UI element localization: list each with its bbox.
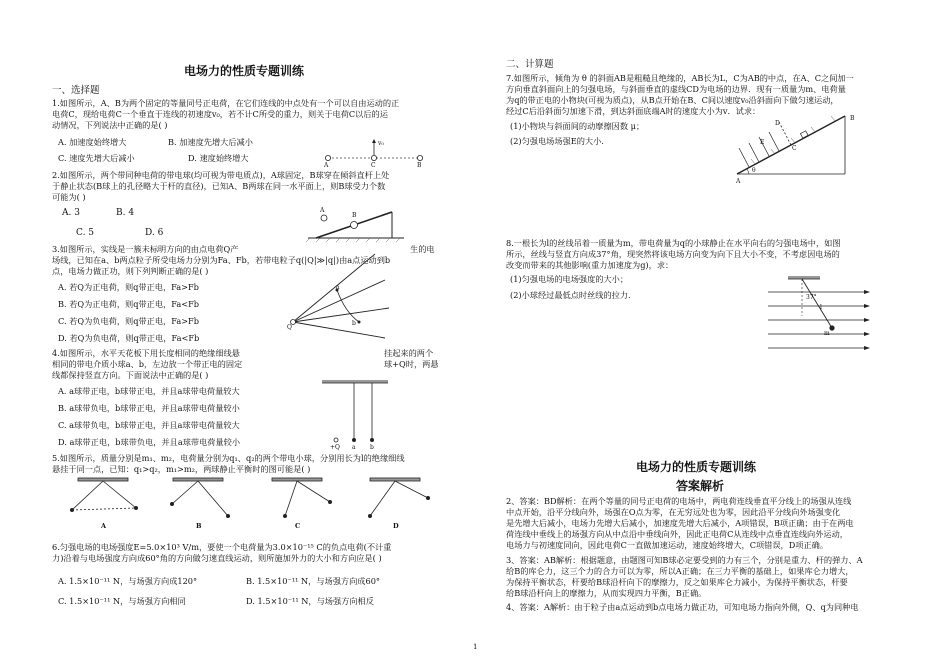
q3-option: B. 若Q为正电荷，则q带正电，Fa<Fb (58, 299, 200, 309)
q7-line: 7.如图所示，倾角为 θ 的斜面AB是粗糙且绝缘的，AB长为L，C为AB的中点，在A、C之间加一 (506, 73, 854, 83)
answer-line: 中点开始，沿平分线向外，场强在O点为零，在无穷远处也为零，因此沿平分线向外场强变化 (506, 507, 841, 517)
q1-line: 动情况，下列说法中正确的是( ) (52, 120, 168, 130)
answer-line: 是先增大后减小，电场力先增大后减小，加速度先增大后减小，A项错误，B项正确；由于在两电 (506, 518, 854, 528)
q4-option: B. a球带负电，b球带正电，并且a球带电荷量较小 (58, 403, 240, 413)
q3-option: D. 若Q为负电荷，则q带正电，Fa<Fb (58, 333, 200, 343)
q5-option-label: D (393, 522, 399, 530)
q3-option: C. 若Q为负电荷，则q带正电，Fa>Fb (58, 316, 199, 326)
q1-line: 电荷C，现给电荷C一个垂直于连线的初速度v₀，若不计C所受的重力，则关于电荷C以后的运 (52, 109, 388, 119)
q4-line: 球+Q时，两悬 (384, 359, 439, 369)
q1-fig-label-a: A (324, 162, 329, 169)
q4-line: 4.如图所示，水平天花板下用长度相同的绝缘细线悬 (52, 348, 240, 358)
answer-line: 为保持平衡状态，杆要给B球沿杆向下的摩擦力，反之如果库仑力减小，为保持平衡状态，杆要 (506, 577, 848, 587)
q5-line: 5.如图所示，质量分别是m₁、m₂，电荷量分别为q₁、q₂的两个带电小球，分别用长为l的绝缘细线 (52, 453, 405, 463)
q6-line: 力)沿着与电场强度方向成60°角的方向做匀速直线运动，则所施加外力的大小和方向应是( ) (52, 553, 382, 563)
q5-option-label: C (295, 522, 301, 530)
q7-part: (1)小物块与斜面间的动摩擦因数 μ； (510, 121, 645, 131)
q3-line: 生的电 (410, 244, 435, 254)
q4-fig-label-b: b (370, 444, 374, 451)
q7-fig-label-d: D (775, 120, 780, 127)
q3-fig-label-q: Q (287, 324, 292, 331)
q4-fig-label-q: +Q (330, 444, 340, 451)
answer-line: 2、答案：BD解析：在两个等量的同号正电荷的电场中，两电荷连线垂直平分线上的场强从连线 (506, 496, 852, 506)
q3-fig-label-b: b (352, 320, 356, 327)
answer-line: 电场力与初速度同向，因此电荷C一直做加速运动，速度始终增大，C项错误，D项正确。 (506, 540, 829, 550)
q8-figure (766, 276, 876, 358)
q3-fig-label-a: a (336, 284, 340, 291)
q2-line: 可能为( ) (52, 192, 86, 202)
q4-option: D. a球带正电，b球带负电，并且a球带电荷量较小 (58, 437, 241, 447)
q6-option: C. 1.5×10⁻¹¹ N，与场强方向相同 (58, 596, 186, 606)
q8-part: (2)小球经过最低点时丝线的拉力. (510, 290, 631, 300)
q2-option: A. 3 (62, 208, 80, 218)
q8-line: 改变而带来的其他影响(重力加速度为g)，求： (506, 260, 674, 270)
q5-option-label: B (196, 522, 202, 530)
q6-option: D. 1.5×10⁻¹¹ N，与场强方向相反 (246, 596, 374, 606)
q6-line: 6.匀强电场的电场强度E=5.0×10³ V/m，要使一个电荷量为3.0×10⁻¹⁵ C的负点电荷(不计重 (52, 542, 392, 552)
q2-option: B. 4 (116, 208, 135, 218)
q4-figure (320, 380, 390, 448)
q4-fig-label-a: a (352, 444, 356, 451)
answer-line: 3、答案：AB解析：根据题意，由题图可知B球必定要受到的力有三个，分别是重力、杆的弹力、A (506, 555, 863, 565)
q8-fig-label-m: m (824, 330, 830, 337)
page-title: 电场力的性质专题训练 (184, 64, 305, 78)
q2-fig-label-b: B (352, 212, 357, 219)
q1-option: D. 速度始终增大 (188, 153, 249, 163)
q7-line: 为q的带正电的小物块(可视为质点)，从B点开始在B、C间以速度v₀沿斜面向下做匀速运动， (506, 95, 839, 105)
q1-option: C. 速度先增大后减小 (58, 153, 135, 163)
q2-option: C. 5 (76, 228, 95, 238)
q7-fig-label-b: B (850, 115, 855, 122)
q8-fig-label-angle: 37° (806, 294, 817, 301)
q5-figures (60, 476, 440, 532)
q6-option: A. 1.5×10⁻¹¹ N，与场强方向成120° (58, 576, 198, 586)
answer-title: 电场力的性质专题训练 (636, 460, 757, 474)
q2-fig-label-a: A (320, 207, 325, 214)
q8-line: 所示，丝线与竖直方向成37°角，现突然将该电场方向变为向下且大小不变，不考虑因电场的 (506, 249, 840, 259)
q7-fig-label-theta: θ (752, 167, 756, 174)
section-choice-heading: 一、选择题 (52, 85, 100, 96)
q4-option: A. a球带正电，b球带正电，并且a球带电荷量较大 (58, 386, 240, 396)
answer-subtitle: 答案解析 (676, 479, 725, 493)
q8-part: (1)匀强电场的电场强度的大小； (510, 274, 629, 284)
q3-line: 场线，已知在a、b两点粒子所受电场力分别为Fa、Fb，若带电粒子q(|Q|≫|q|)由a点运动到b (52, 255, 391, 265)
q8-line: 8.一根长为l的丝线吊着一质量为m，带电荷量为q的小球静止在水平向右的匀强电场中，如图 (506, 238, 841, 248)
answer-line: 4、答案：A解析：由于粒子由a点运动到b点电场力做正功，可知电场力指向外侧，Q、q为同种电 (506, 602, 859, 612)
q4-line: 线都保持竖直方向。下面说法中正确的是( ) (52, 370, 209, 380)
q8-fig-label-l: l (820, 304, 822, 311)
q1-option: A. 加速度始终增大 (58, 137, 127, 147)
q7-part: (2)匀强电场场强E的大小. (510, 136, 604, 146)
q7-line: 方向垂直斜面向上的匀强电场，与斜面垂直的虚线CD为电场的边界．现有一质量为m、电荷量 (506, 84, 846, 94)
q7-fig-label-a: A (736, 178, 741, 185)
q3-line: 3.如图所示，实线是一簇未标明方向的由点电荷Q产 (52, 244, 239, 254)
q1-fig-label-v0: v₀ (378, 140, 384, 147)
answer-line: 给B球沿杆向上的摩擦力，从而实现四力平衡，B正确。 (506, 588, 707, 598)
q5-line: 悬挂于同一点，已知：q₁>q₂，m₁>m₂，两球静止平衡时的图可能是( ) (52, 464, 311, 474)
q4-option: C. a球带负电，b球带正电，并且a球带电荷量较大 (58, 420, 240, 430)
q1-fig-label-b: B (417, 162, 422, 169)
page-number: 1 (473, 643, 478, 651)
q7-fig-label-e: E (760, 139, 765, 146)
answer-line: 给B的库仑力，这三个力的合力可以为零，所以A正确；在三力平衡的基础上，如果库仑力增大， (506, 566, 854, 576)
q1-fig-label-c: C (371, 162, 376, 169)
q2-option: D. 6 (145, 228, 164, 238)
q7-fig-label-c: C (792, 145, 797, 152)
q4-line: 挂起来的两个 (384, 348, 434, 358)
q1-option: B. 加速度先增大后减小 (168, 137, 253, 147)
q7-line: 经过C后沿斜面匀加速下滑，到达斜面底端A时的速度大小为v．试求： (506, 106, 761, 116)
section-calc-heading: 二、计算题 (506, 59, 554, 70)
q3-option: A. 若Q为正电荷，则q带正电，Fa>Fb (58, 282, 199, 292)
q3-figure (285, 250, 395, 340)
answer-line: 荷连线中垂线上的场强方向从中点沿中垂线向外，因此正电荷C从连线中点垂直连线向外运动， (506, 529, 848, 539)
q5-option-label: A (101, 522, 107, 530)
q1-line: 1.如图所示，A、B为两个固定的等量同号正电荷，在它们连线的中点处有一个可以自由运动的正 (52, 98, 400, 108)
q4-line: 相同的带电介质小球a、b，左边放一个带正电的固定 (52, 359, 243, 369)
q6-option: B. 1.5×10⁻¹¹ N，与场强方向成60° (246, 576, 380, 586)
q3-line: 点，电场力做正功，则下列判断正确的是( ) (52, 266, 209, 276)
q2-line: 于静止状态(B球上的孔径略大于杆的直径)，已知A、B两球在同一水平面上，则B球受力个数 (52, 181, 386, 191)
q2-line: 2.如图所示，两个带同种电荷的带电球(均可视为带电质点)，A球固定，B球穿在倾斜直杆上处 (52, 170, 390, 180)
